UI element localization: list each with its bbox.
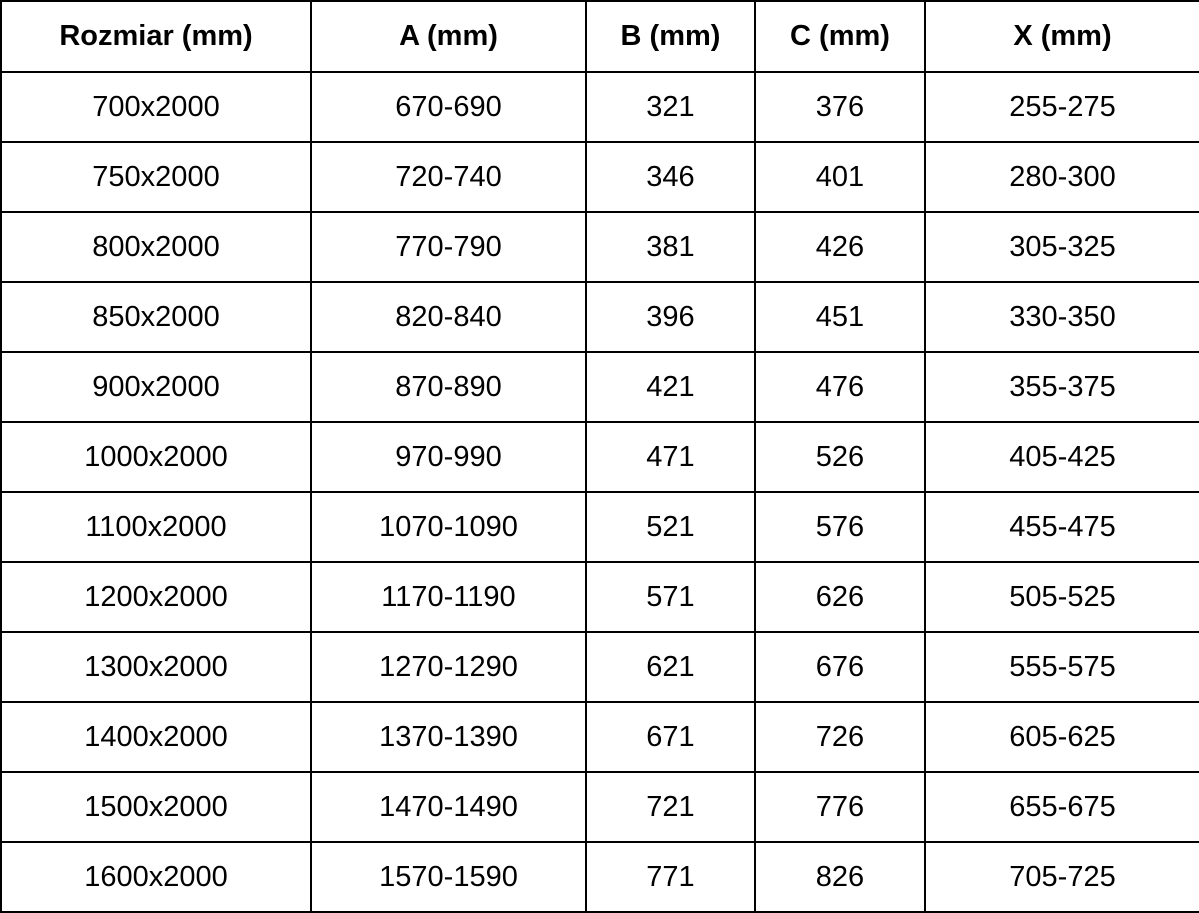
cell-rozmiar: 1400x2000 [1, 702, 311, 772]
table-row [1, 352, 1199, 422]
table-row [1, 422, 1199, 492]
cell-b: 721 [586, 772, 755, 842]
cell-c: 676 [755, 632, 925, 702]
cell-c: 426 [755, 212, 925, 282]
cell-x: 305-325 [925, 212, 1199, 282]
cell-c: 726 [755, 702, 925, 772]
cell-a: 1170-1190 [311, 562, 586, 632]
cell-b: 471 [586, 422, 755, 492]
cell-rozmiar: 1500x2000 [1, 772, 311, 842]
table-row [1, 212, 1199, 282]
cell-a: 1270-1290 [311, 632, 586, 702]
cell-x: 330-350 [925, 282, 1199, 352]
cell-b: 396 [586, 282, 755, 352]
cell-x: 505-525 [925, 562, 1199, 632]
cell-a: 870-890 [311, 352, 586, 422]
cell-x: 405-425 [925, 422, 1199, 492]
header-cell-a: A (mm) [311, 1, 586, 72]
cell-x: 280-300 [925, 142, 1199, 212]
cell-c: 626 [755, 562, 925, 632]
cell-rozmiar: 1100x2000 [1, 492, 311, 562]
cell-x: 355-375 [925, 352, 1199, 422]
cell-rozmiar: 900x2000 [1, 352, 311, 422]
cell-c: 576 [755, 492, 925, 562]
table-row [1, 772, 1199, 842]
cell-a: 670-690 [311, 72, 586, 142]
cell-b: 321 [586, 72, 755, 142]
table-row [1, 492, 1199, 562]
cell-c: 776 [755, 772, 925, 842]
table-row [1, 72, 1199, 142]
cell-x: 605-625 [925, 702, 1199, 772]
cell-b: 771 [586, 842, 755, 912]
cell-rozmiar: 700x2000 [1, 72, 311, 142]
cell-x: 705-725 [925, 842, 1199, 912]
table-row [1, 632, 1199, 702]
cell-a: 770-790 [311, 212, 586, 282]
cell-x: 455-475 [925, 492, 1199, 562]
table-row [1, 842, 1199, 912]
cell-a: 1070-1090 [311, 492, 586, 562]
cell-c: 401 [755, 142, 925, 212]
cell-b: 571 [586, 562, 755, 632]
cell-c: 826 [755, 842, 925, 912]
header-cell-c: C (mm) [755, 1, 925, 72]
cell-rozmiar: 1600x2000 [1, 842, 311, 912]
cell-rozmiar: 750x2000 [1, 142, 311, 212]
cell-a: 1470-1490 [311, 772, 586, 842]
cell-a: 820-840 [311, 282, 586, 352]
cell-c: 476 [755, 352, 925, 422]
cell-a: 720-740 [311, 142, 586, 212]
cell-rozmiar: 1200x2000 [1, 562, 311, 632]
header-row [1, 1, 1199, 72]
cell-rozmiar: 800x2000 [1, 212, 311, 282]
cell-a: 970-990 [311, 422, 586, 492]
table-row [1, 562, 1199, 632]
table-row [1, 702, 1199, 772]
cell-c: 526 [755, 422, 925, 492]
cell-x: 655-675 [925, 772, 1199, 842]
header-cell-b: B (mm) [586, 1, 755, 72]
cell-a: 1370-1390 [311, 702, 586, 772]
header-cell-x: X (mm) [925, 1, 1199, 72]
cell-c: 451 [755, 282, 925, 352]
header-cell-rozmiar: Rozmiar (mm) [1, 1, 311, 72]
cell-b: 621 [586, 632, 755, 702]
cell-rozmiar: 850x2000 [1, 282, 311, 352]
cell-rozmiar: 1300x2000 [1, 632, 311, 702]
cell-b: 381 [586, 212, 755, 282]
cell-b: 521 [586, 492, 755, 562]
cell-c: 376 [755, 72, 925, 142]
cell-b: 421 [586, 352, 755, 422]
cell-x: 255-275 [925, 72, 1199, 142]
cell-a: 1570-1590 [311, 842, 586, 912]
table-row [1, 282, 1199, 352]
cell-b: 671 [586, 702, 755, 772]
table-row [1, 142, 1199, 212]
cell-rozmiar: 1000x2000 [1, 422, 311, 492]
cell-x: 555-575 [925, 632, 1199, 702]
cell-b: 346 [586, 142, 755, 212]
